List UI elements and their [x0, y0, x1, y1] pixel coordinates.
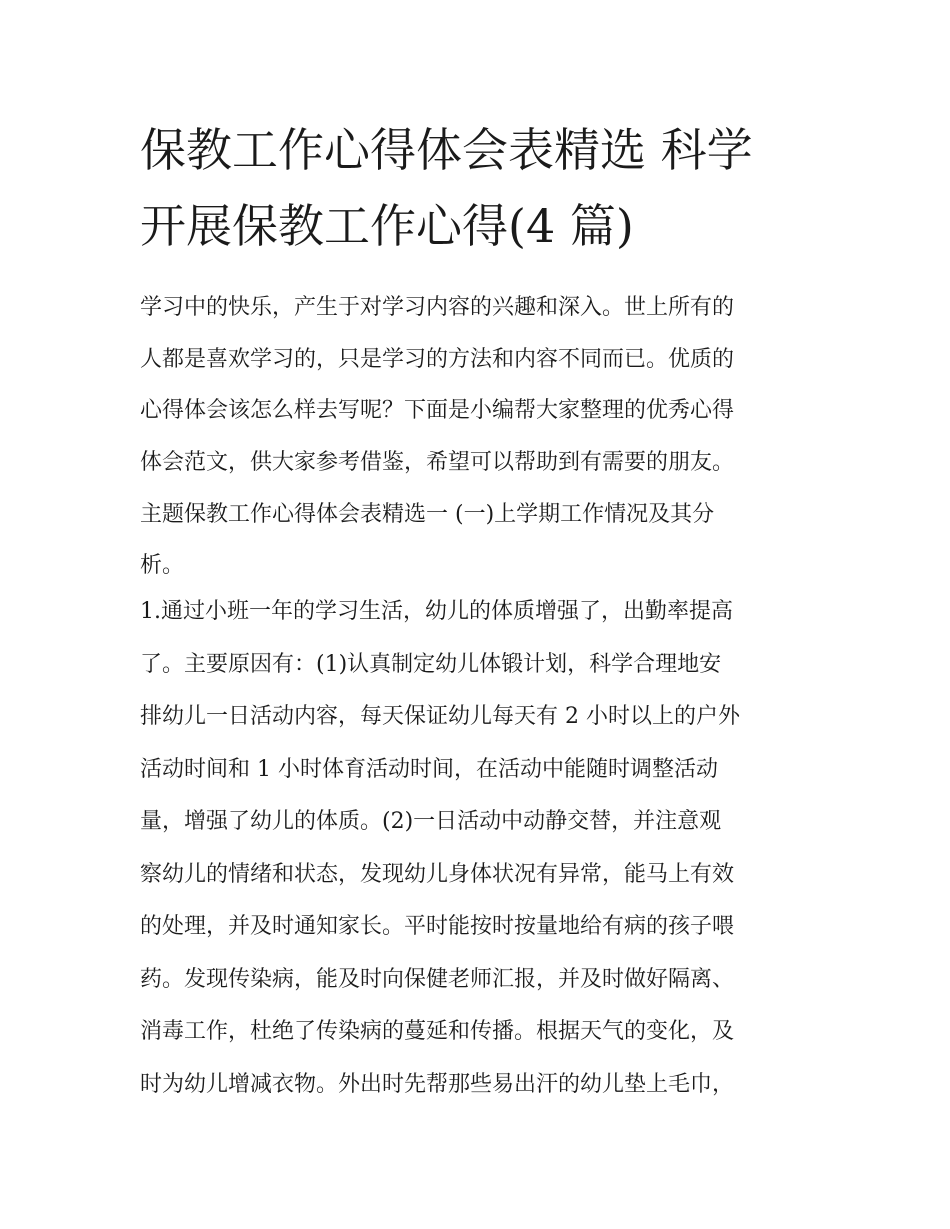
text-line: 消毒工作，杜绝了传染病的蔓延和传播。根据天气的变化，及: [140, 1019, 735, 1044]
text-line: 了。主要原因有：(1)认真制定幼儿体锻计划，科学合理地安: [140, 651, 722, 677]
text-line: 药。发现传染病，能及时向保健老师汇报，并及时做好隔离、: [140, 966, 735, 992]
text-line: 人都是喜欢学习的，只是学习的方法和内容不同而已。优质的: [140, 346, 735, 372]
title-line: 开展保教工作心得(4 篇): [140, 199, 634, 253]
text-line: 的处理，并及时通知家长。平时能按时按量地给有病的孩子喂: [140, 914, 735, 939]
text-line: 察幼儿的情绪和状态，发现幼儿身体状况有异常，能马上有效: [140, 861, 735, 887]
text-line: 体会范文，供大家参考借鉴，希望可以帮助到有需要的朋友。: [140, 450, 735, 476]
text-line: 量，增强了幼儿的体质。(2)一日活动中动静交替，并注意观: [140, 809, 722, 834]
text-line: 析。: [140, 553, 185, 579]
intro-paragraph: [140, 282, 820, 592]
text-line: 心得体会该怎么样去写呢？下面是小编帮大家整理的优秀心得: [140, 398, 735, 424]
title-line: 保教工作心得体会表精选 科学: [140, 123, 753, 177]
text-line: 活动时间和 1 小时体育活动时间，在活动中能随时调整活动: [140, 756, 718, 782]
document-title: [140, 112, 820, 264]
text-line: 时为幼儿增减衣物。外出时先帮那些易出汗的幼儿垫上毛巾，: [140, 1071, 735, 1097]
text-line: 排幼儿一日活动内容，每天保证幼儿每天有 2 小时以上的户外: [140, 704, 740, 729]
text-line: 学习中的快乐，产生于对学习内容的兴趣和深入。世上所有的: [140, 295, 735, 320]
text-line: 主题保教工作心得体会表精选一 (一)上学期工作情况及其分: [140, 501, 715, 527]
text-line: 1.通过小班一年的学习生活，幼儿的体质增强了，出勤率提高: [140, 599, 733, 624]
section-paragraph: [140, 586, 820, 1111]
